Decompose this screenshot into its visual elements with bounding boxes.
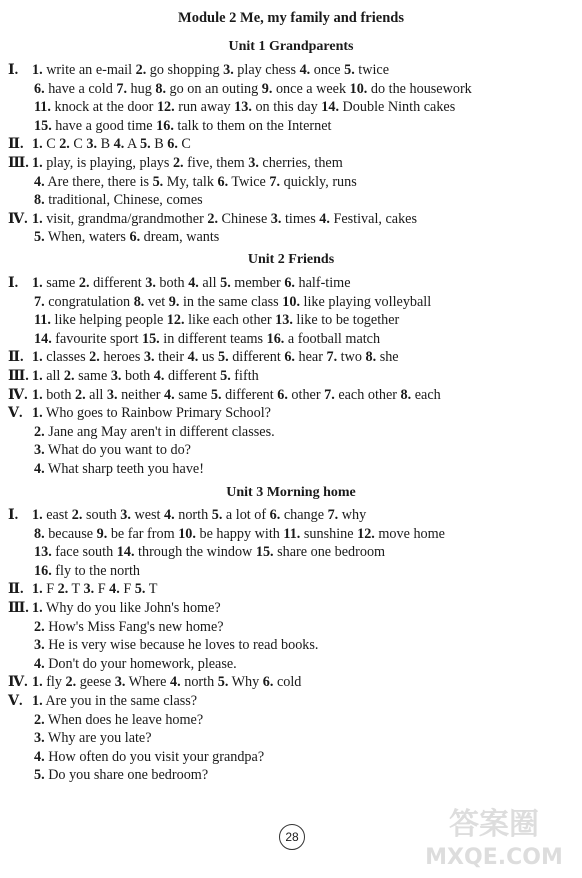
answer-text: 14. favourite sport 15. in different teams 16. a football match	[34, 330, 381, 347]
answer-text: 1. C 2. C 3. B 4. A 5. B 6. C	[32, 136, 191, 153]
svg-text:MXQE.COM: MXQE.COM	[425, 845, 563, 870]
answer-text: 5. Do you share one bedroom?	[34, 767, 209, 784]
answer-text: 3. What do you want to do?	[34, 442, 191, 459]
answer-text: 8. because 9. be far from 10. be happy with 11. sunshine 12. move home	[34, 525, 445, 542]
page-number: 28	[279, 824, 305, 850]
answer-text: 16. fly to the north	[34, 562, 140, 579]
answer-text: 13. face south 14. through the window 15. share one bedroom	[34, 544, 386, 561]
answer-text: 2. Jane ang May aren't in different classes.	[34, 423, 275, 440]
unit-3-title: Unit 3 Morning home	[226, 485, 356, 500]
module-title: Module 2 Me, my family and friends	[178, 10, 404, 26]
answer-text: 4. Are there, there is 5. My, talk 6. Twice 7. quickly, runs	[34, 173, 357, 190]
answer-text: 1. Are you in the same class?	[32, 693, 198, 709]
answer-page: Module 2 Me, my family and friends Unit 1 Grandparents Ⅰ. 1. write an e-mail 2. go shopping 3. play chess 4. once 5. twice 6. have a cold 7. hug 8. go on an outing 9. once a week 10. do the housework 11. knock at the door 12. run away 13. on this day 14. Double Ninth cakes 15. have a good time 16. talk to them on the Internet Ⅱ. 1. C 2. C 3. B 4. A 5. B 6. C Ⅲ. 1. play, is playing, plays 2. five, them 3. cherries, them 4. Are there, there is 5. My, talk 6. Twice 7. quickly, runs 8. traditional, Chinese, comes Ⅳ. 1. visit, grandma/grandmother 2. Chinese 3. times 4. Festival, cakes 5. When, waters 6. dream, wants Unit 2 Friends Ⅰ. 1. same 2. different 3. both 4. all 5. member 6. half-time 7. congratulation 8. vet 9. in the same class 10. like playing volleyball 11. like helping people 12. like each other 13. like to be together 14. favourite sport 15. in different teams 16. a football match Ⅱ. 1. classes 2. heroes 3. their 4. us 5. different 6. hear 7. two 8. she Ⅲ. 1. all 2. same 3. both 4. different 5. fifth Ⅳ. 1. both 2. all 3. neither 4. same 5. different 6. other 7. each other 8. each Ⅴ. 1. Who goes to Rainbow Primary School? 2. Jane ang May aren't in different classes. 3. What do you want to do? 4. What sharp teeth you have! Unit 3 Morning home Ⅰ. 1. east 2. south 3. west 4. north 5. a lot of 6. change 7. why 8. because 9. be far from 10. be happy with 11. sunshine 12. move home 13. face south 14. through the window 15. share one bedroom 16. fly to the north Ⅱ. 1. F 2. T 3. F 4. F 5. T Ⅲ. 1. Why do you like John's home? 2. How's Miss Fang's new home? 3. He is very wise because he loves to read books. 4. Don't do your homework, please. Ⅳ. 1. fly 2. geese 3. Where 4. north 5. Why 6. cold Ⅴ. 1. Are you in the same class? 2. When does he leave home? 3. Why are you late? 4. How often do you visit your grandpa? 5. Do you share one bedroom? 28 答案圈 MXQE.COM	[0, 0, 582, 878]
answer-text: 1. all 2. same 3. both 4. different 5. fifth	[32, 368, 259, 384]
answer-text: 8. traditional, Chinese, comes	[34, 192, 203, 209]
answer-text: 1. fly 2. geese 3. Where 4. north 5. Why 6. cold	[32, 674, 302, 691]
answer-text: 1. visit, grandma/grandmother 2. Chinese 3. times 4. Festival, cakes	[32, 210, 417, 227]
answer-text: 1. Who goes to Rainbow Primary School?	[32, 405, 271, 422]
answer-text: 4. How often do you visit your grandpa?	[34, 748, 265, 765]
answer-text: 3. Why are you late?	[34, 730, 152, 747]
answer-text: 2. When does he leave home?	[34, 711, 204, 728]
answer-text: 1. east 2. south 3. west 4. north 5. a lot of 6. change 7. why	[32, 507, 367, 523]
answer-text: 1. classes 2. heroes 3. their 4. us 5. different 6. hear 7. two 8. she	[32, 349, 399, 366]
answer-text: 2. How's Miss Fang's new home?	[34, 618, 224, 635]
answer-text: 1. same 2. different 3. both 4. all 5. member 6. half-time	[32, 275, 351, 291]
answer-text: 4. What sharp teeth you have!	[34, 461, 204, 477]
unit-2-title: Unit 2 Friends	[247, 252, 335, 267]
answer-text: 1. play, is playing, plays 2. five, them 3. cherries, them	[32, 155, 343, 171]
answer-text: 7. congratulation 8. vet 9. in the same class 10. like playing volleyball	[34, 293, 432, 310]
answer-text: 1. both 2. all 3. neither 4. same 5. different 6. other 7. each other 8. each	[32, 386, 441, 403]
answer-text: 3. He is very wise because he loves to read books.	[34, 637, 319, 654]
answer-text: 1. F 2. T 3. F 4. F 5. T	[32, 581, 158, 598]
answer-text: 5. When, waters 6. dream, wants	[34, 229, 220, 246]
answer-text: 1. Why do you like John's home?	[32, 600, 221, 616]
answer-text: 11. knock at the door 12. run away 13. on this day 14. Double Ninth cakes	[34, 99, 456, 116]
answer-text: 11. like helping people 12. like each other 13. like to be together	[34, 312, 400, 329]
answer-text: 4. Don't do your homework, please.	[34, 655, 237, 672]
unit-1-title: Unit 1 Grandparents	[228, 39, 354, 54]
watermark-logo	[414, 798, 574, 870]
svg-text:答案圈: 答案圈	[449, 807, 539, 842]
answer-text: 6. have a cold 7. hug 8. go on an outing 9. once a week 10. do the housework	[34, 80, 472, 97]
answer-text: 15. have a good time 16. talk to them on the Internet	[34, 117, 332, 134]
answer-text: 1. write an e-mail 2. go shopping 3. play chess 4. once 5. twice	[32, 62, 390, 78]
